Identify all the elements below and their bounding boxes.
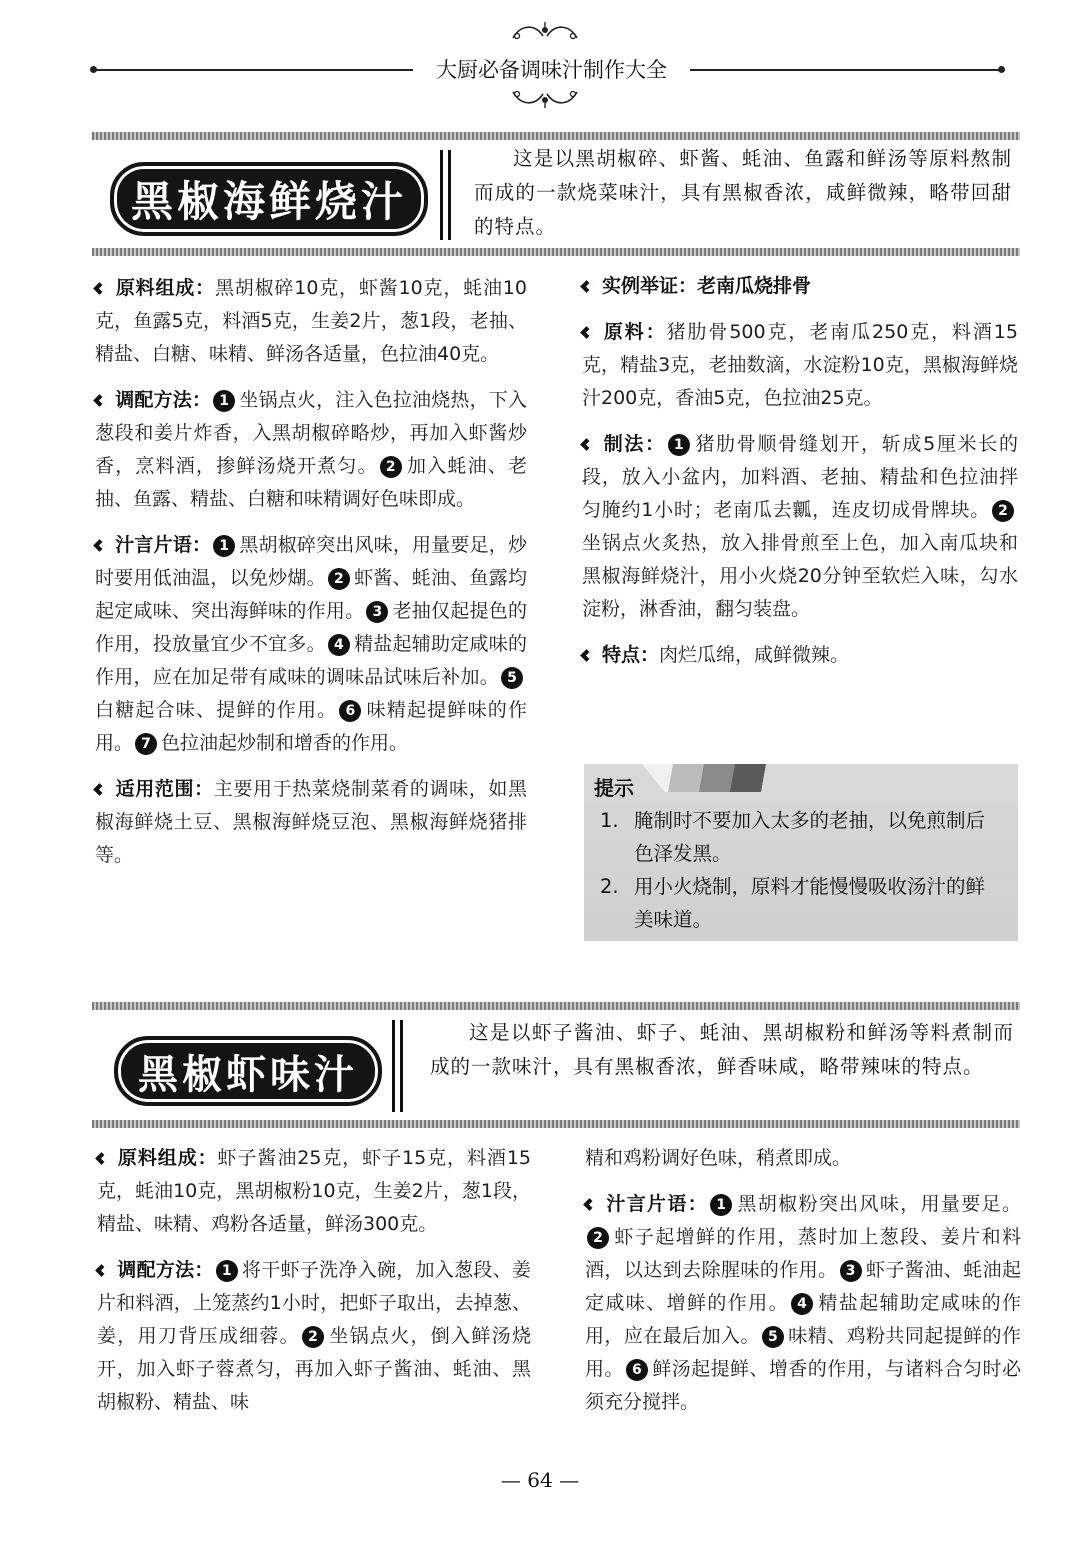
num-2-icon: 2 [587, 1227, 609, 1249]
section2-divider [392, 1020, 395, 1112]
text: 坐锅点火，倒入鲜汤烧开，加入虾子蓉煮匀，再加入虾子酱油、蚝油、黑胡椒粉、精盐、味 [97, 1325, 531, 1413]
s2-method [97, 1254, 531, 1419]
text: 精盐起辅助定咸味的作用，应在加足带有咸味的调味品试味后补加。 [95, 633, 527, 688]
text: 色拉油起炒制和增香的作用。 [161, 732, 409, 754]
section1-left-column [95, 272, 527, 885]
bullet-icon [95, 395, 109, 406]
header-rule-left [93, 69, 413, 71]
tip-item [594, 804, 1004, 870]
bullet-icon [582, 281, 596, 292]
bullet-icon [582, 650, 596, 661]
page-header [0, 0, 1080, 120]
num-5-icon: 5 [501, 667, 523, 689]
section1-divider-2 [448, 150, 451, 240]
section1-divider [440, 150, 443, 240]
section1-title-band [92, 132, 1020, 258]
section1-right-column [582, 270, 1018, 685]
num-1-icon: 1 [710, 1194, 732, 1216]
section2-divider-2 [400, 1020, 403, 1112]
label: 原料组成： [117, 1147, 218, 1169]
num-6-icon: 6 [626, 1359, 648, 1381]
text: 虾子酱油、蚝油起定咸味、增鲜的作用。 [585, 1259, 1021, 1314]
s1-ingredients [95, 272, 527, 371]
bullet-icon [97, 1265, 111, 1276]
text: 坐锅点火，注入色拉油烧热，下入葱段和姜片炸香，入黑胡椒碎略炒，再加入虾酱炒香，烹料酒，掺鲜汤烧开煮匀。 [95, 389, 527, 477]
label: 适用范围： [115, 778, 214, 800]
s2-notes [585, 1188, 1021, 1419]
section1-title: 黑椒海鲜烧汁 [110, 162, 428, 236]
text: 精和鸡粉调好色味，稍煮即成。 [585, 1147, 852, 1169]
tip-label: 提示 [594, 776, 634, 800]
text: 黑胡椒粉突出风味，用量要足。 [736, 1193, 1021, 1215]
label: 原料组成： [115, 277, 215, 299]
section2-right-column [585, 1142, 1021, 1432]
section2-title: 黑椒虾味汁 [114, 1036, 382, 1106]
num-5-icon: 5 [762, 1326, 784, 1348]
band-hatch-top [92, 1002, 1020, 1010]
num-6-icon: 6 [339, 700, 361, 722]
s1-recipe-method [582, 428, 1018, 626]
label: 调配方法： [117, 1259, 214, 1281]
header-dot-right [998, 66, 1005, 73]
num-2-icon: 2 [992, 500, 1014, 522]
num-1-icon: 1 [213, 390, 235, 412]
section1-intro: 这是以黑胡椒碎、虾酱、蚝油、鱼露和鲜汤等原料熬制而成的一款烧菜味汁，具有黑椒香浓，咸鲜微辣，略带回甜的特点。 [474, 147, 1012, 238]
s1-method [95, 384, 527, 516]
band-hatch-top [92, 132, 1020, 140]
text: 虾子起增鲜的作用，蒸时加上葱段、姜片和料酒，以达到去除腥味的作用。 [585, 1226, 1021, 1281]
band-hatch-bottom [92, 1120, 1020, 1128]
num-4-icon: 4 [791, 1293, 813, 1315]
header-dot-left [90, 66, 97, 73]
label: 制法： [602, 433, 666, 455]
text: 将干虾子洗净入碗，加入葱段、姜片和料酒，上笼蒸约1小时，把虾子取出，去掉葱、姜，用刀背压成细蓉。 [97, 1259, 531, 1347]
band-hatch-bottom [92, 248, 1020, 256]
label: 原料： [602, 321, 667, 343]
tip-text: 腌制时不要加入太多的老抽，以免煎制后色泽发黑。 [634, 809, 986, 865]
example-dish: 老南瓜烧排骨 [697, 275, 812, 297]
tip-text: 用小火烧制，原料才能慢慢吸收汤汁的鲜美味道。 [634, 875, 986, 931]
text: 白糖起合味、提鲜的作用。 [95, 699, 338, 721]
top-ornament-icon [505, 20, 585, 46]
text: 黑胡椒碎10克，虾酱10克，蚝油10克，鱼露5克，料酒5克，生姜2片，葱1段，老抽、精盐、白糖、味精、鲜汤各适量，色拉油40克。 [95, 277, 527, 365]
book-title: 大厨必备调味汁制作大全 [436, 58, 667, 82]
num-1-icon: 1 [668, 434, 690, 456]
num-1-icon: 1 [216, 1260, 238, 1282]
s1-notes [95, 529, 527, 760]
text: 肉烂瓜绵，咸鲜微辣。 [659, 644, 850, 666]
bottom-ornament-icon [505, 84, 585, 110]
s2-method-continued [585, 1142, 1021, 1175]
tip-item [594, 870, 1004, 936]
bullet-icon [582, 327, 596, 338]
num-7-icon: 7 [135, 733, 157, 755]
text: 猪肋骨顺骨缝划开，斩成5厘米长的段，放入小盆内，加料酒、老抽、精盐和色拉油拌匀腌约1小时；老南瓜去瓤，连皮切成骨牌块。 [582, 433, 1018, 521]
num-2-icon: 2 [328, 568, 350, 590]
label: 汁言片语： [115, 534, 212, 556]
text: 猪肋骨500克，老南瓜250克，料酒15克，精盐3克，老抽数滴，水淀粉10克，黑椒海鲜烧汁200克，香油5克，色拉油25克。 [582, 321, 1018, 409]
bullet-icon [95, 540, 109, 551]
text: 虾子酱油25克，虾子15克，料酒15克，蚝油10克，黑胡椒粉10克，生姜2片，葱1段，精盐、味精、鸡粉各适量，鲜汤300克。 [97, 1147, 531, 1235]
num-3-icon: 3 [366, 601, 388, 623]
bullet-icon [95, 784, 109, 795]
page-number: — 64 — [500, 1468, 580, 1492]
header-rule-right [690, 69, 1002, 71]
text: 主要用于热菜烧制菜肴的调味，如黑椒海鲜烧土豆、黑椒海鲜烧豆泡、黑椒海鲜烧猪排等。 [95, 778, 527, 866]
s1-feature [582, 639, 1018, 672]
section2-left-column [97, 1142, 531, 1432]
text: 精盐起辅助定咸味的作用，应在最后加入。 [585, 1292, 1021, 1347]
tip-box [584, 764, 1018, 941]
text: 老抽仅起提色的作用，投放量宜少不宜多。 [95, 600, 527, 655]
label: 实例举证： [602, 275, 698, 297]
num-2-icon: 2 [380, 456, 402, 478]
bullet-icon [97, 1153, 111, 1164]
text: 味精起提鲜味的作用。 [95, 699, 527, 754]
s1-recipe-ingredients [582, 316, 1018, 415]
bullet-icon [585, 1199, 599, 1210]
num-2-icon: 2 [302, 1326, 324, 1348]
text: 鲜汤起提鲜、增香的作用，与诸料合匀时必须充分搅拌。 [585, 1358, 1021, 1413]
s2-ingredients [97, 1142, 531, 1241]
s1-scope [95, 773, 527, 872]
label: 调配方法： [115, 389, 212, 411]
bullet-icon [582, 439, 596, 450]
text: 加入蚝油、老抽、鱼露、精盐、白糖和味精调好色味即成。 [95, 455, 527, 510]
section2-title-band [92, 1002, 1020, 1128]
tip-list [594, 804, 1004, 936]
bullet-icon [95, 283, 109, 294]
text: 坐锅点火炙热，放入排骨煎至上色，加入南瓜块和黑椒海鲜烧汁，用小火烧20分钟至软烂入味，勾水淀粉，淋香油，翻匀装盘。 [582, 532, 1018, 620]
num-1-icon: 1 [213, 535, 235, 557]
section2-intro: 这是以虾子酱油、虾子、蚝油、黑胡椒粉和鲜汤等料煮制而成的一款味汁，具有黑椒香浓，鲜香味咸，略带辣味的特点。 [430, 1021, 1014, 1078]
tip-number: 2. [600, 875, 619, 898]
label: 特点： [602, 644, 660, 666]
tip-number: 1. [600, 809, 619, 832]
text: 黑胡椒碎突出风味，用量要足，炒时要用低油温，以免炒煳。 [95, 534, 527, 589]
label: 汁言片语： [605, 1193, 709, 1215]
text: 味精、鸡粉共同起提鲜的作用。 [585, 1325, 1021, 1380]
num-3-icon: 3 [840, 1260, 862, 1282]
s1-example [582, 270, 1018, 303]
tip-tab-decoration [642, 764, 792, 792]
text: 虾酱、蚝油、鱼露均起定咸味、突出海鲜味的作用。 [95, 567, 527, 622]
num-4-icon: 4 [328, 634, 350, 656]
